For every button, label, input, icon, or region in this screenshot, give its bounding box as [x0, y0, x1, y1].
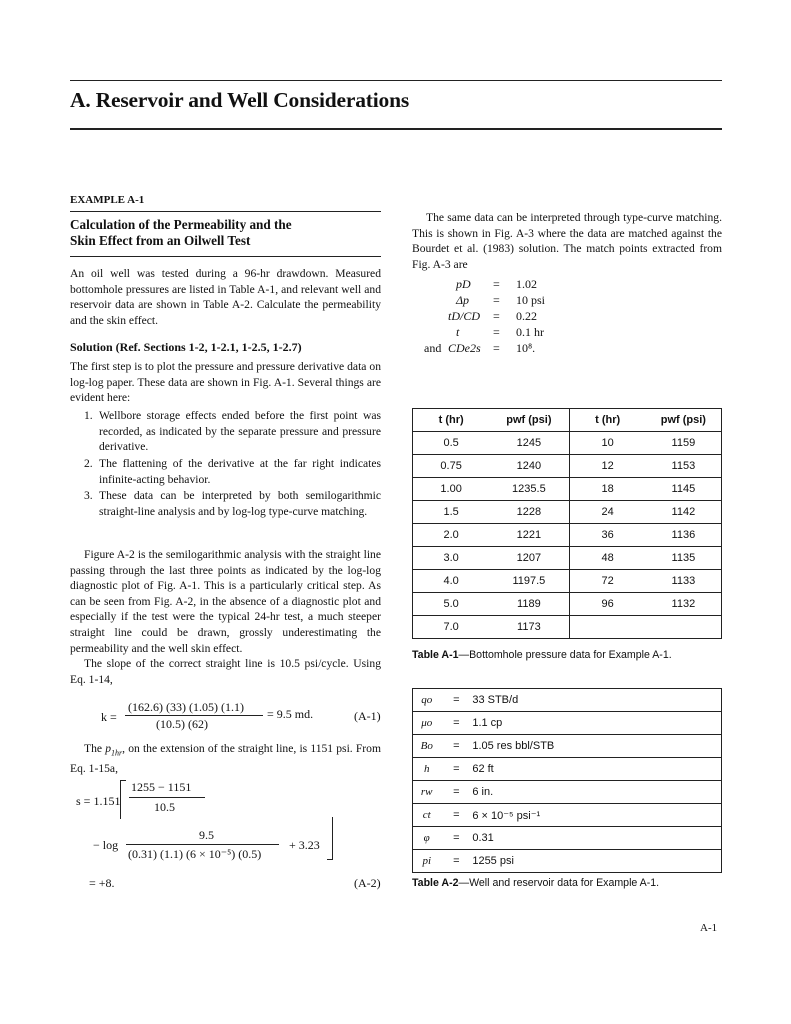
table-cell: 1132 [671, 598, 696, 610]
table-cell: 1245 [489, 432, 569, 455]
table-a2-caption [412, 877, 659, 889]
table-cell: 1221 [489, 524, 569, 547]
table-a1-header-row [413, 409, 722, 432]
paragraph-p1hr [70, 741, 381, 777]
example-title-line2: Skin Effect from an Oilwell Test [70, 233, 251, 248]
table-cell: 1159 [671, 437, 696, 449]
example-label: EXAMPLE A-1 [70, 194, 145, 206]
table-cell: 48 [601, 552, 614, 564]
table-cell: = [453, 740, 460, 752]
list-item-number: 2. [84, 457, 93, 470]
table-cell: = [453, 786, 460, 798]
table-cell: μo [421, 717, 433, 729]
table-row [413, 547, 722, 570]
list-item-number: 1. [84, 409, 93, 422]
eq2-frac2-bar [126, 844, 279, 845]
table-row [413, 781, 722, 804]
list-item [70, 488, 381, 536]
match-point-equals: = [493, 325, 500, 339]
table-cell: 24 [601, 506, 614, 518]
table-row [413, 712, 722, 735]
table-cell: 96 [601, 598, 614, 610]
findings-list [70, 408, 381, 536]
table-cell: 1228 [489, 501, 569, 524]
table-a1 [412, 408, 722, 639]
list-item-text: The flattening of the derivative at the far right indicates infinite-acting behavior. [99, 457, 381, 486]
match-point-row [424, 324, 624, 340]
table-cell: 0.75 [440, 460, 462, 472]
table-cell: h [423, 763, 430, 775]
example-rule-top [70, 211, 381, 212]
match-point-variable: t [456, 325, 460, 339]
eq2-lhs: s = 1.151 [76, 794, 121, 808]
table-cell: 1.1 cp [472, 717, 503, 729]
match-point-value: 0.22 [516, 309, 537, 323]
table-cell: 5.0 [443, 598, 459, 610]
table-cell: 1207 [489, 547, 569, 570]
eq2-minus-log: − log [93, 838, 119, 852]
eq2-tag: (A-2) [354, 876, 381, 890]
example-rule-bottom [70, 256, 381, 257]
match-point-equals: = [493, 293, 500, 307]
match-point-variable: CDe2s [448, 341, 481, 355]
table-a2-grid [412, 688, 722, 873]
table-cell: = [453, 855, 460, 867]
table-cell: 18 [601, 483, 614, 495]
table-cell: qo [421, 694, 433, 706]
match-points [424, 276, 624, 356]
eq1-result: = 9.5 md. [267, 707, 314, 721]
match-point-variable: pD [456, 277, 471, 291]
eq1-denominator: (10.5) (62) [156, 717, 208, 731]
table-cell: 1197.5 [489, 570, 569, 593]
table-row [413, 850, 722, 873]
table-a1-header: t (hr) [595, 414, 621, 426]
table-cell: = [453, 717, 460, 729]
table-cell: 1255 psi [472, 855, 514, 867]
table-cell: 12 [601, 460, 614, 472]
table-cell: 33 STB/d [472, 694, 519, 706]
match-point-value: 10 psi [516, 293, 546, 307]
table-cell: 36 [601, 529, 614, 541]
eq2-plus-term: + 3.23 [289, 838, 320, 852]
paragraph-type-curve: The same data can be interpreted through type-curve matching. This is shown in Fig. A-3 where the data are matched against the Bourdet et al. (1983) solution. The match points extracted from Fig. A-3 are [412, 211, 722, 271]
header-bottom-rule [70, 128, 722, 130]
page-number: A-1 [700, 922, 718, 934]
table-cell: 4.0 [443, 575, 459, 587]
match-point-row [424, 340, 624, 356]
table-a2-caption-label: Table A-2 [412, 877, 459, 889]
table-a1-header: t (hr) [438, 414, 464, 426]
list-item-text: These data can be interpreted by both semilogarithmic straight-line analysis and by log-log type-curve matching. [99, 489, 381, 518]
eq1-lhs: k = [101, 710, 117, 724]
match-point-row [424, 276, 624, 292]
table-a1-header: pwf (psi) [489, 409, 569, 432]
p1hr-var: p [105, 742, 111, 755]
table-row [413, 455, 722, 478]
table-cell: φ [423, 832, 430, 844]
paragraph-slope: The slope of the correct straight line is 10.5 psi/cycle. Using Eq. 1-14, [70, 657, 381, 686]
list-item-text: Wellbore storage effects ended before the first point was recorded, as indicated by the separate pressure and pressure derivative. [99, 409, 381, 454]
table-cell: rw [420, 786, 433, 798]
table-cell: 1136 [671, 529, 696, 541]
match-point-value: 10⁸. [516, 341, 536, 355]
table-cell: 6 in. [472, 786, 494, 798]
table-cell: = [453, 763, 460, 775]
eq2-frac2-numerator: 9.5 [199, 828, 214, 842]
table-a1-header: pwf (psi) [660, 414, 706, 426]
match-point-value: 1.02 [516, 277, 537, 291]
match-point-equals: = [493, 341, 500, 355]
table-a1-caption-label: Table A-1 [412, 649, 459, 661]
table-cell: = [453, 694, 460, 706]
eq2-frac1-numerator: 1255 − 1151 [131, 780, 192, 794]
table-cell: 1145 [671, 483, 696, 495]
table-cell: 1135 [671, 552, 696, 564]
table-cell: 3.0 [443, 552, 459, 564]
paragraph-figure-a2: Figure A-2 is the semilogarithmic analysis with the straight line passing through the last three points as indicated by the log-log diagnostic plot of Fig. A-1. This is a particularly critical step. As can be seen from Fig. A-2, in the absence of a diagnostic plot and especially if the test were the typical 24-hr test, a much steeper straight line could be drawn, grossly underestimating the permeability and the well skin effect. [70, 548, 381, 655]
match-point-variable: Δp [456, 293, 470, 307]
match-point-row [424, 308, 624, 324]
table-row [413, 501, 722, 524]
table-cell: 72 [601, 575, 614, 587]
table-cell: 10 [601, 437, 614, 449]
eq1-tag: (A-1) [354, 709, 381, 723]
match-point-equals: = [493, 277, 500, 291]
table-a1-caption [412, 649, 672, 661]
table-cell: 1.05 res bbl/STB [472, 740, 555, 752]
table-cell: 1235.5 [489, 478, 569, 501]
table-cell: = [453, 809, 460, 821]
table-row [413, 827, 722, 850]
list-item [70, 456, 381, 488]
p1hr-post: , on the extension of the straight line, is 1151 psi. From Eq. 1-15a, [70, 742, 381, 775]
table-row [413, 689, 722, 712]
eq2-right-bracket [327, 817, 333, 860]
table-row [413, 735, 722, 758]
solution-heading: Solution (Ref. Sections 1-2, 1-2.1, 1-2.5, 1-2.7) [70, 340, 302, 354]
table-cell: ct [422, 809, 431, 821]
table-cell: 1189 [489, 593, 569, 616]
eq1-fraction-bar [125, 715, 263, 716]
example-title [70, 217, 292, 249]
match-point-equals: = [493, 309, 500, 323]
table-row [413, 593, 722, 616]
eq2-left-bracket [120, 780, 126, 819]
table-cell: 62 ft [472, 763, 494, 775]
table-a2-caption-text: —Well and reservoir data for Example A-1. [458, 877, 660, 889]
eq2-frac2-denominator: (0.31) (1.1) (6 × 10⁻⁵) (0.5) [128, 847, 262, 861]
match-point-variable: tD/CD [448, 309, 481, 323]
eq2-frac1-bar [129, 797, 205, 798]
table-cell: 1142 [671, 506, 696, 518]
table-row [413, 432, 722, 455]
eq2-frac1-denominator: 10.5 [154, 800, 175, 814]
eq1-numerator: (162.6) (33) (1.05) (1.1) [128, 700, 244, 714]
eq2-result: = +8. [89, 876, 115, 890]
example-intro: An oil well was tested during a 96-hr drawdown. Measured bottomhole pressures are listed in Table A-1, and relevant well and reservoir data are shown in Table A-2. Calculate the permeability and the skin effect. [70, 267, 381, 327]
match-point-row [424, 292, 624, 308]
list-item [70, 408, 381, 456]
solution-paragraph-1: The first step is to plot the pressure and pressure derivative data on log-log paper. These data are shown in Fig. A-1. Several things are evident here: [70, 360, 381, 405]
table-cell: = [453, 832, 460, 844]
table-cell: 1.5 [443, 506, 459, 518]
p1hr-pre: The [84, 742, 106, 755]
table-cell [646, 616, 722, 639]
p1hr-sub: 1hr [111, 748, 123, 758]
table-row [413, 616, 722, 639]
table-cell: pi [422, 855, 431, 867]
list-item-number: 3. [84, 489, 93, 502]
match-point-lead: and [424, 341, 442, 355]
table-cell: 2.0 [443, 529, 459, 541]
table-cell: 1153 [671, 460, 696, 472]
table-a1-grid [412, 408, 722, 639]
table-a1-caption-text: —Bottomhole pressure data for Example A-1. [458, 649, 672, 661]
table-cell: Bo [420, 740, 433, 752]
match-point-value: 0.1 hr [516, 325, 544, 339]
table-row [413, 804, 722, 827]
table-a2 [412, 688, 722, 873]
table-row [413, 478, 722, 501]
table-cell: 0.5 [443, 437, 459, 449]
table-cell: 7.0 [443, 621, 459, 633]
table-row [413, 524, 722, 547]
table-row [413, 570, 722, 593]
table-cell [569, 616, 646, 639]
header-top-rule [70, 80, 722, 81]
table-cell: 1173 [489, 616, 569, 639]
example-title-line1: Calculation of the Permeability and the [70, 217, 292, 232]
table-row [413, 758, 722, 781]
table-cell: 1.00 [440, 483, 462, 495]
table-cell: 0.31 [472, 832, 494, 844]
page-title: A. Reservoir and Well Considerations [70, 88, 410, 112]
table-cell: 1240 [489, 455, 569, 478]
table-cell: 1133 [671, 575, 696, 587]
table-cell: 6 × 10⁻⁵ psi⁻¹ [472, 809, 541, 822]
